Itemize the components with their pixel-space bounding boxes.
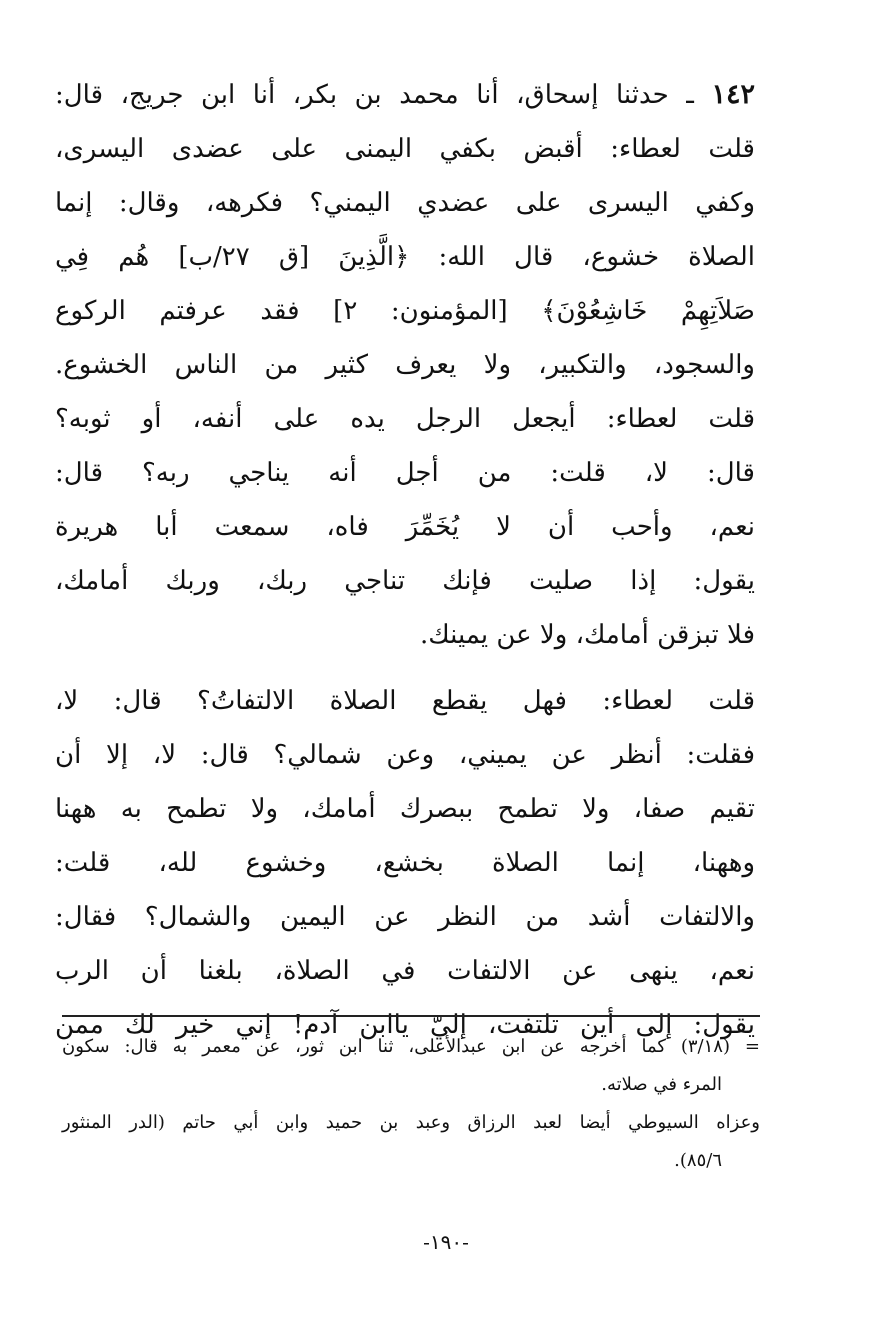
footnote-line: ٨٥/٦). (674, 1150, 722, 1171)
footnote-line: وعزاه السيوطي أيضا لعبد الرزاق وعبد بن حميد وابن أبي حاتم (الدر المنثور (62, 1112, 760, 1133)
text-line: قلت لعطاء: أقبض بكفي اليمنى على عضدى اليسرى، (55, 134, 755, 164)
text-line: قلت لعطاء: فهل يقطع الصلاة الالتفاتُ؟ قال: لا، (55, 686, 755, 716)
text-line: صَلاَتِهِمْ خَاشِعُوْنَ﴾ [المؤمنون: ٢] فقد عرفتم الركوع (55, 296, 755, 326)
text-line: فلا تبزقن أمامك، ولا عن يمينك. (419, 620, 755, 650)
text-line: والسجود، والتكبير، ولا يعرف كثير من الناس الخشوع. (55, 350, 755, 380)
text-line: والالتفات أشد من النظر عن اليمين والشمال؟ فقال: (55, 902, 755, 932)
footnote-line: = (٣/١٨) كما أخرجه عن ابن عبدالأعلى، ثنا ابن ثور، عن معمر به قال: سكون (62, 1036, 760, 1057)
text-line: فقلت: أنظر عن يميني، وعن شمالي؟ قال: لا، إلا أن (55, 740, 755, 770)
hadith-dash: ـ (686, 80, 694, 110)
text-line: يقول: إلى أين تلتفت، إليّ ياابن آدم! إني خير لك ممن (55, 1010, 755, 1040)
hadith-number: ١٤٢ (711, 79, 756, 110)
text-line: وههنا، إنما الصلاة بخشع، وخشوع لله، قلت: (55, 848, 755, 878)
hadith-first-line (55, 68, 755, 122)
main-text (55, 68, 755, 1052)
text-line: الصلاة خشوع، قال الله: ﴿الَّذِينَ [ق ٢٧/ب] هُم فِي (55, 242, 755, 272)
text-line: قال: لا، قلت: من أجل أنه يناجي ربه؟ قال: (55, 458, 755, 488)
hadith-first-line-text: حدثنا إسحاق، أنا محمد بن بكر، أنا ابن جريج، قال: (55, 80, 669, 110)
text-line: تقيم صفا، ولا تطمح ببصرك أمامك، ولا تطمح به ههنا (55, 794, 755, 824)
text-line: يقول: إذا صليت فإنك تناجي ربك، وربك أمامك، (55, 566, 755, 596)
page-number: -١٩٠- (423, 1230, 469, 1254)
text-line: وكفي اليسرى على عضدي اليمني؟ فكرهه، وقال: إنما (55, 188, 755, 218)
footnote-line: المرء في صلاته. (601, 1074, 722, 1095)
footnotes (62, 1028, 760, 1180)
text-line: نعم، وأحب أن لا يُخَمِّرَ فاه، سمعت أبا هريرة (55, 512, 755, 542)
text-line: نعم، ينهى عن الالتفات في الصلاة، بلغنا أن الرب (55, 956, 755, 986)
footnote-divider (62, 1015, 760, 1017)
text-line: قلت لعطاء: أيجعل الرجل يده على أنفه، أو ثوبه؟ (55, 404, 755, 434)
